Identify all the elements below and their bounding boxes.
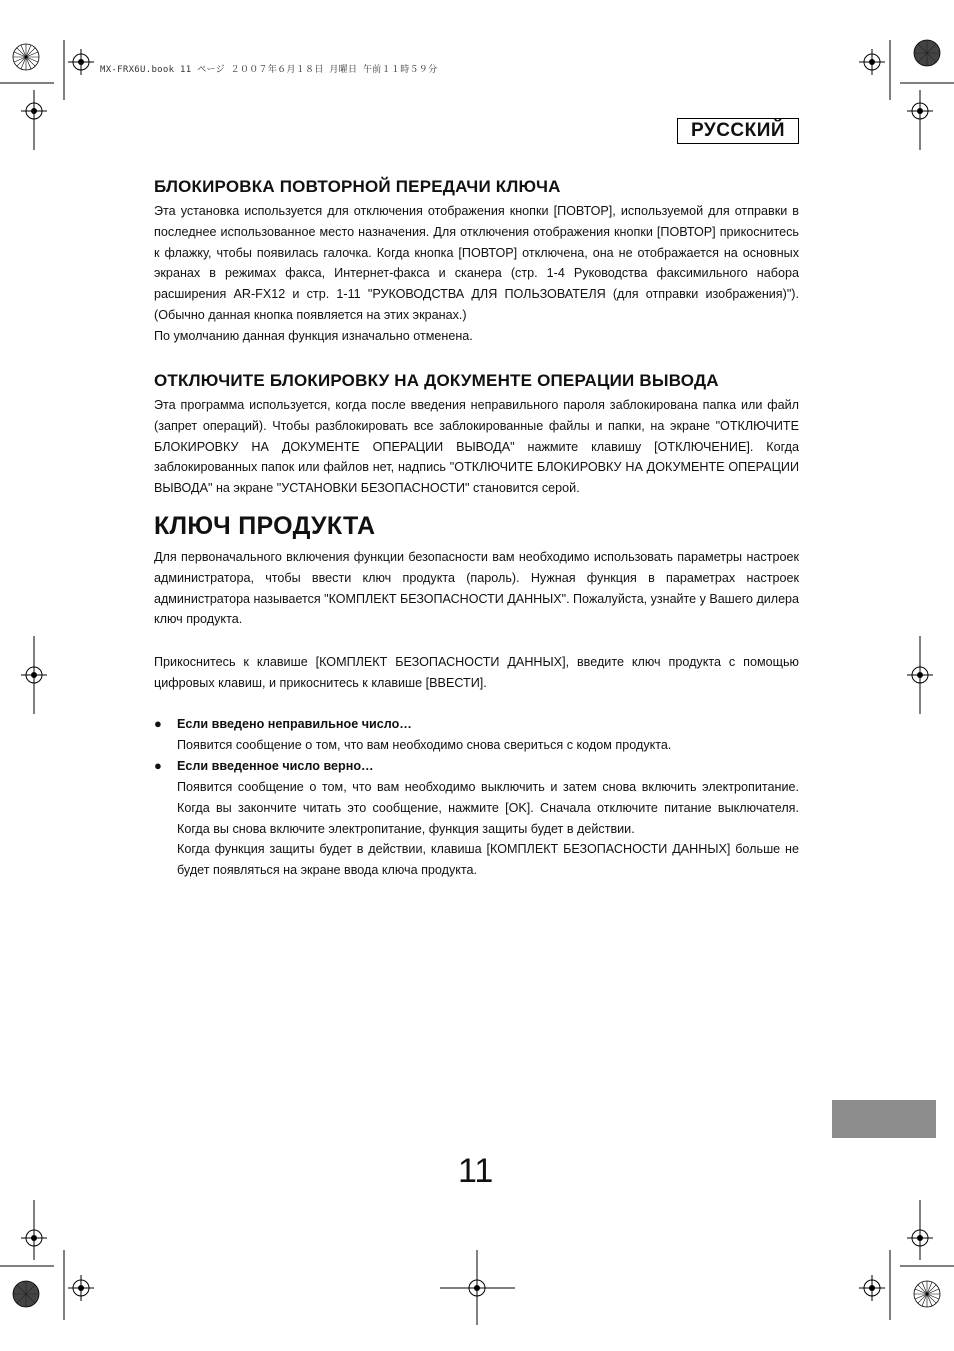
- text-line: администратора, чтобы ввести ключ продукта (пароль). Нужная функция в параметрах настроек: [154, 570, 799, 585]
- bullet-correct-number-body: [177, 777, 799, 881]
- text-line: Появится сообщение о том, что вам необходимо снова свериться с кодом продукта.: [177, 738, 672, 752]
- bullet-title: Если введено неправильное число…: [177, 717, 412, 731]
- section-title-output-unlock: ОТКЛЮЧИТЕ БЛОКИРОВКУ НА ДОКУМЕНТЕ ОПЕРАЦИИ ВЫВОДА: [154, 371, 719, 390]
- text-line: Когда вы закончите читать это сообщение, нажмите [OK]. Сначала отключите питание выключателя.: [177, 800, 799, 815]
- language-label: РУССКИЙ: [677, 118, 799, 144]
- section-title-resend-lock: БЛОКИРОВКА ПОВТОРНОЙ ПЕРЕДАЧИ КЛЮЧА: [154, 177, 561, 196]
- print-header-line: MX-FRX6U.book 11 ページ ２００７年６月１８日 月曜日 午前１１時５９分: [100, 65, 438, 75]
- bullet-title: Если введенное число верно…: [177, 759, 374, 773]
- text-line: заблокированных папок или файлов нет, надпись "ОТКЛЮЧИТЕ БЛОКИРОВКУ НА ДОКУМЕНТЕ ОПЕРАЦИИ: [154, 460, 799, 475]
- page-number: 11: [458, 1152, 494, 1190]
- section-body-resend-lock: [154, 201, 799, 347]
- text-line: последнее использованное место назначения. Для отключения отображения кнопки [ПОВТОР] прикоснитесь: [154, 224, 799, 239]
- text-line: администратора называется "КОМПЛЕКТ БЕЗОПАСНОСТИ ДАННЫХ". Пожалуйста, узнайте у Вашего дилера: [154, 591, 799, 606]
- text-line: Появится сообщение о том, что вам необходимо выключить и затем снова включить электропитание.: [177, 780, 799, 794]
- text-line: ВЫВОДА" на экране "УСТАНОВКИ БЕЗОПАСНОСТИ" становится серой.: [154, 481, 580, 496]
- text-line: Эта установка используется для отключения отображения кнопки [ПОВТОР], используемой для отправки в: [154, 204, 799, 218]
- text-line: ключ продукта.: [154, 612, 243, 627]
- text-line: Когда функция защиты будет в действии, клавиша [КОМПЛЕКТ БЕЗОПАСНОСТИ ДАННЫХ] больше не: [177, 842, 799, 857]
- section-body-output-unlock: [154, 395, 799, 499]
- text-line: Для первоначального включения функции безопасности вам необходимо использовать параметры настроек: [154, 550, 799, 564]
- text-line: экранах в режимах факса, Интернет-факса и сканера (стр. 1-4 Руководства факсимильного набора: [154, 266, 799, 281]
- bullet-symbol: ●: [154, 758, 162, 773]
- chapter-tab: [832, 1100, 936, 1138]
- text-line: Эта программа используется, когда после введения неправильного пароля заблокирована папка или файл: [154, 398, 799, 412]
- text-line: Когда вы снова включите электропитание, функция защиты будет в действии.: [177, 821, 635, 836]
- bullet-symbol: ●: [154, 716, 162, 731]
- product-key-paragraph-2: [154, 652, 799, 694]
- text-line: По умолчанию данная функция изначально отменена.: [154, 328, 473, 343]
- text-line: (запрет операций). Чтобы разблокировать все заблокированные файлы и папки, на экране "ОТКЛЮЧИТЕ: [154, 418, 799, 433]
- text-line: (Обычно данная кнопка появляется на этих экранах.): [154, 307, 467, 322]
- product-key-paragraph-1: [154, 547, 799, 630]
- bullet-wrong-number-body: [177, 735, 799, 756]
- text-line: к флажку, чтобы появилась галочка. Когда кнопка [ПОВТОР] отключена, она не отображается на основных: [154, 245, 799, 260]
- text-line: БЛОКИРОВКУ НА ДОКУМЕНТЕ ОПЕРАЦИИ ВЫВОДА" нажмите клавишу [ОТКЛЮЧЕНИЕ]. Когда: [154, 439, 799, 454]
- text-line: расширения AR-FX12 и стр. 1-11 "РУКОВОДСТВА ДЛЯ ПОЛЬЗОВАТЕЛЯ (для отправки изображения)").: [154, 287, 799, 302]
- text-line: Прикоснитесь к клавише [КОМПЛЕКТ БЕЗОПАСНОСТИ ДАННЫХ], введите ключ продукта с помощью: [154, 655, 799, 669]
- section-title-product-key: КЛЮЧ ПРОДУКТА: [154, 512, 376, 540]
- text-line: будет появляться на экране ввода ключа продукта.: [177, 863, 478, 878]
- text-line: цифровых клавиш, и прикоснитесь к клавише [ВВЕСТИ].: [154, 675, 487, 690]
